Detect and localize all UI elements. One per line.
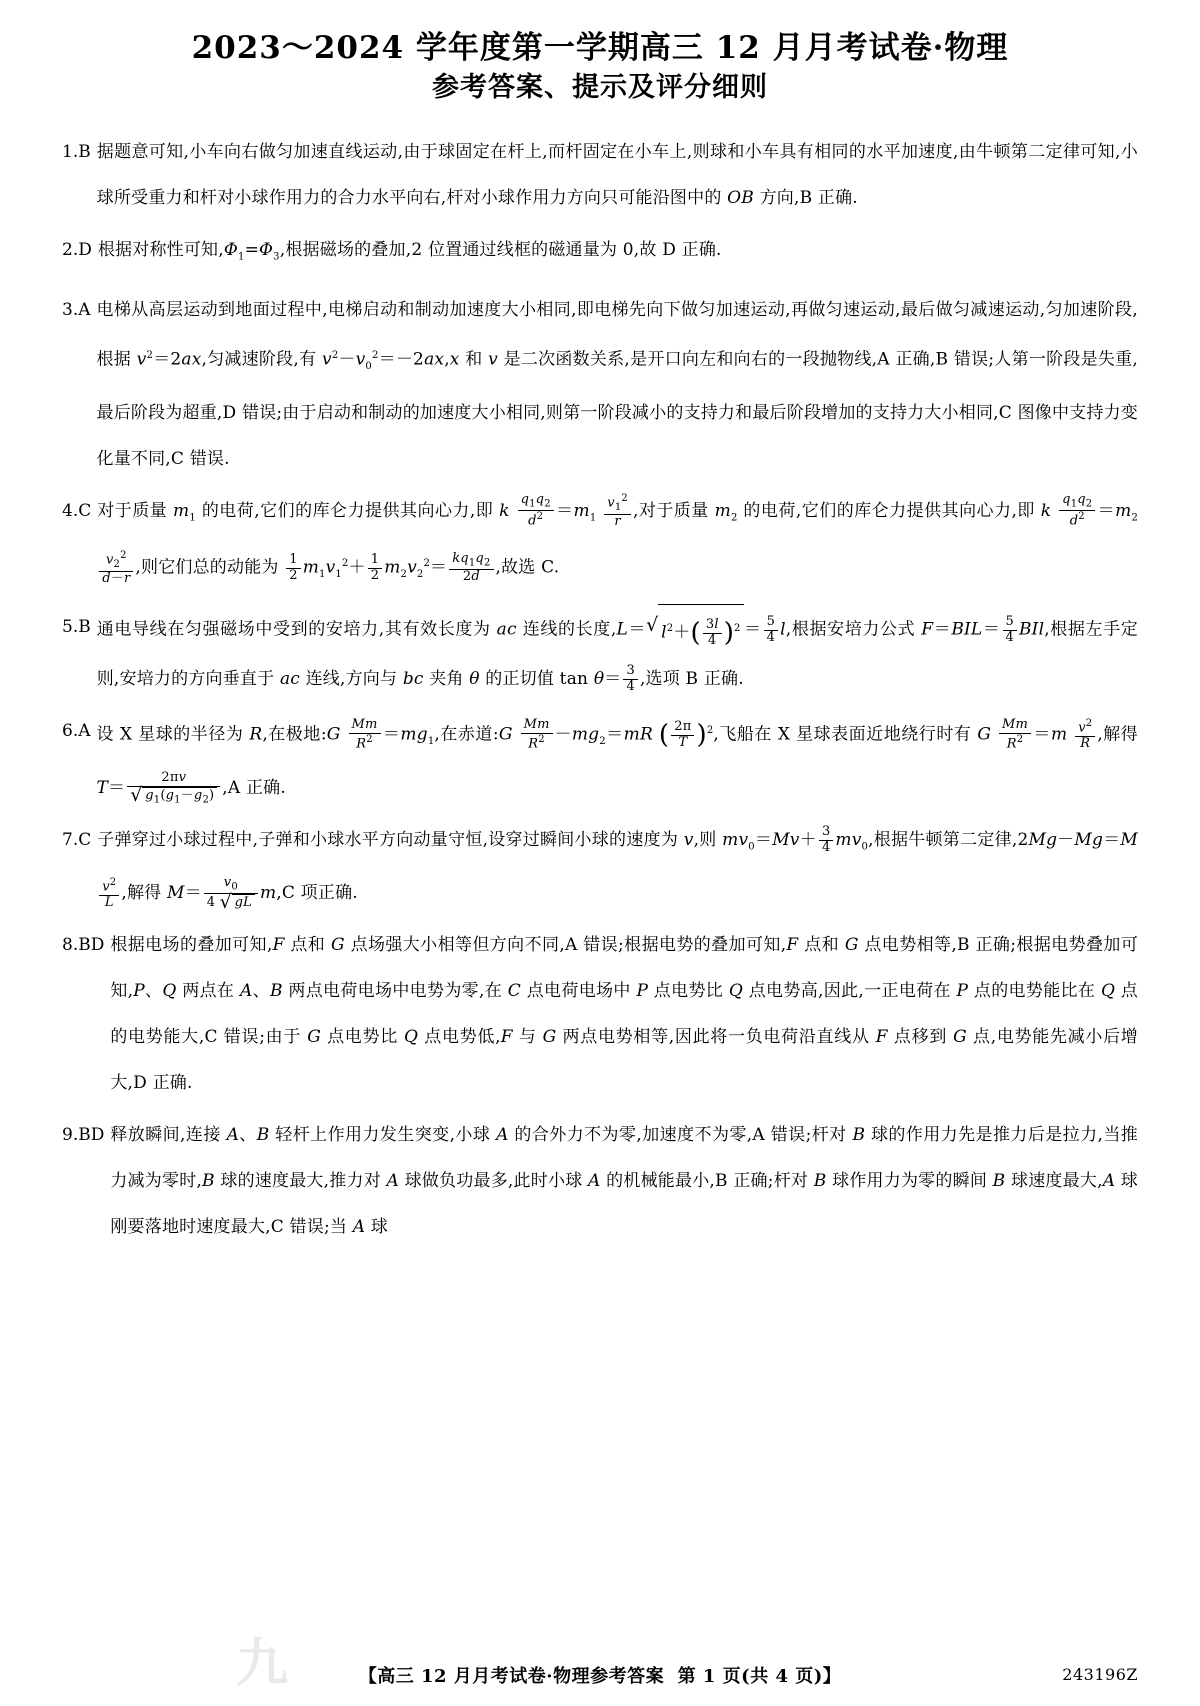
answer-item-2 <box>62 227 1138 280</box>
footer-left-brace: 【 <box>358 1666 378 1687</box>
footer-title: 高三 12 月月考试卷·物理参考答案 <box>377 1666 665 1687</box>
footer-code: 243196Z <box>1062 1665 1138 1684</box>
answer-text: 子弹穿过小球过程中,子弹和小球水平方向动量守恒,设穿过瞬间小球的速度为 v,则 $mv_0=Mv+$ $\frac{3}{4}$ $mv_0$,根据牛顿第二定律,2Mg－Mg＝M $\frac{v^2}{L}$ ,解得 M＝ $\frac{v_0}{4 √ gL}$ m,C 项正确. <box>97 817 1138 916</box>
answer-item-4 <box>62 488 1138 598</box>
footer-center-text <box>359 1662 842 1688</box>
answer-number: 1.B <box>62 142 91 163</box>
answer-item-1 <box>62 129 1138 221</box>
answer-text <box>97 129 1138 221</box>
answer-list <box>62 129 1138 1250</box>
page-footer <box>0 1633 1200 1694</box>
answer-item-6 <box>62 708 1138 811</box>
answer-text: 电梯从高层运动到地面过程中,电梯启动和制动加速度大小相同,即电梯先向下做匀加速运动,再做匀速运动,最后做匀减速运动,匀加速阶段,根据 $v^2=2ax$,匀减速阶段,有 $v^2-v_0^2=-2ax,x$ 和 v 是二次函数关系,是开口向左和向右的一段抛物线,A 正确,B 错误;人第一阶段是失重,最后阶段为超重,D 错误;由于启动和制动的加速度大小相同,则第一阶段减小的支持力和最后阶段增加的支持力大小相同,C 图像中支持力变化量不同,C 错误. <box>96 299 1138 469</box>
answer-text: 根据电场的叠加可知,F 点和 G 点场强大小相等但方向不同,A 错误;根据电势的叠加可知,F 点和 G 点电势相等,B 正确;根据电势叠加可知,P、Q 两点在 A、B 两点电荷电场中电势为零,在 C 点电荷电场中 P 点电势比 Q 点电势高,因此,一正电荷在 P 点的电势能比在 Q 点的电势能大,C 错误;由于 G 点电势比 Q 点电势低,F 与 G 两点电势相等,因此将一负电荷沿直线从 F 点移到 G 点,电势能先减小后增大,D 正确. <box>110 935 1139 1094</box>
page-title: 2023～2024 学年度第一学期高三 12 月月考试卷·物理 <box>191 30 1009 66</box>
answer-item-7 <box>62 817 1138 916</box>
page-subtitle: 参考答案、提示及评分细则 <box>432 72 768 104</box>
answer-text-part: 据题意可知,小车向右做匀加速直线运动,由于球固定在杆上,而杆固定在小车上,则球和小车具有相同的水平加速度,由牛顿第二定律可知,小球所受重力和杆对小球作用力的合力水平向右,杆对小球作用力方向只可能沿图中的 <box>96 142 1138 209</box>
answer-number: 4.C <box>62 500 92 521</box>
answer-item-8 <box>62 922 1138 1106</box>
answer-item-3 <box>62 287 1138 482</box>
footer-right-brace: 】 <box>822 1666 842 1687</box>
answer-text: 设 X 星球的半径为 R,在极地:G $\frac{Mm}{R^2}$ $=mg_1$,在赤道:G $\frac{Mm}{R^2}$ $-mg_2=mR$ ( $\frac{2\pi}{T}$ )$^2$,飞船在 X 星球表面近地绕行时有 G $\frac{Mm}{R^2}$ ＝m $\frac{v^2}{R}$ ,解得 T＝ 2πv √ $g_1(g_1-g_2)$ ,A 正确. <box>97 708 1139 811</box>
answer-text: 根据对称性可知$,\Phi_1=\Phi_3$,根据磁场的叠加,2 位置通过线框的磁通量为 0,故 D 正确. <box>97 240 722 263</box>
answer-number: 5.B <box>62 617 91 638</box>
answer-number: 8.BD <box>62 935 105 956</box>
answer-text: 释放瞬间,连接 A、B 轻杆上作用力发生突变,小球 A 的合外力不为零,加速度不为零,A 错误;杆对 B 球的作用力先是推力后是拉力,当推力减为零时,B 球的速度最大,推力对 A 球做负功最多,此时小球 A 的机械能最小,B 正确;杆对 B 球作用力为零的瞬间 B 球速度最大,A 球刚要落地时速度最大,C 错误;当 A 球 <box>110 1125 1139 1238</box>
answer-item-9 <box>62 1112 1138 1250</box>
watermark: 九 <box>236 1633 287 1694</box>
answer-number: 9.BD <box>62 1125 105 1146</box>
answer-item-5 <box>62 604 1138 702</box>
answer-text-part: 方向,B 正确. <box>753 188 858 209</box>
answer-number: 3.A <box>62 299 91 320</box>
answer-number: 6.A <box>62 720 91 741</box>
answer-text: 通电导线在匀强磁场中受到的安培力,其有效长度为 ac 连线的长度,L＝ √ $l^2+$( $\frac{3l}{4}$ )$^2$ ＝ $\frac{5}{4}$ l,根据安培力公式 F＝BIL＝ $\frac{5}{4}$ BIl,根据左手定则,安培力的方向垂直于 ac 连线,方向与 bc 夹角 θ 的正切值 tan θ＝ $\frac{3}{4}$ ,选项 B 正确. <box>97 604 1138 702</box>
footer-page-number: 第 1 页(共 4 页) <box>677 1666 823 1687</box>
answer-text: 对于质量 $m_1$ 的电荷,它们的库仑力提供其向心力,即 k $\frac{q_1q_2}{d^2}$ $=m_1$ $\frac{v_1^2}{r}$ ,对于质量 $m_2$ 的电荷,它们的库仑力提供其向心力,即 k $\frac{q_1q_2}{d^2}$ $=m_2$ $\frac{v_2^2}{d-r}$ ,则它们总的动能为 $\frac{1}{2}$ $m_1v_1^2+$ $\frac{1}{2}$ $m_2v_2^2=$ $\frac{kq_1q_2}{2d}$ ,故选 C. <box>97 492 1139 586</box>
answer-number: 7.C <box>62 829 92 850</box>
answer-symbol-ob: OB <box>727 188 754 209</box>
answer-number: 2.D <box>62 240 92 261</box>
